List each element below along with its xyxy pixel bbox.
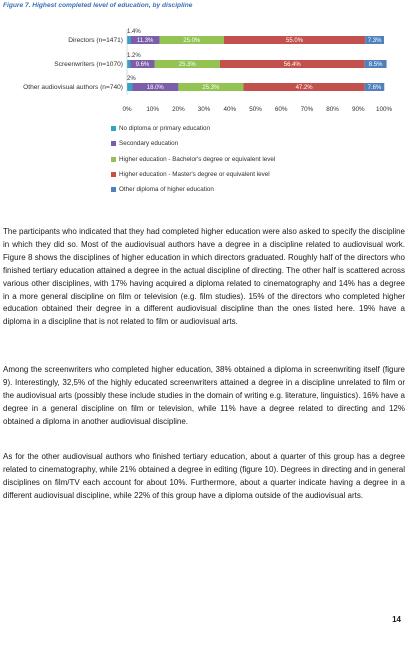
- data-label: 7.6%: [367, 85, 382, 91]
- chart-legend: [111, 121, 275, 197]
- legend-label: Higher education - Bachelor's degree or equivalent level: [119, 155, 276, 163]
- legend-label: Other diploma of higher education: [119, 186, 214, 194]
- x-tick-label: 60%: [274, 106, 288, 113]
- category-label: Directors (n=1471): [68, 37, 123, 44]
- x-tick-label: 50%: [249, 106, 262, 113]
- body-paragraph-1: The participants who indicated that they had completed higher education were also asked to specify the discipline in which they did so. Most of the audiovisual authors have a degree in a discipline related to audiovisual work. Figure 8 shows the disciplines of higher education in which directors graduated. Roughly half of the directors who finished tertiary education attained a degree in the actual discipline of directing. The other half is scattered across various other disciplines, with 17% having acquired a diploma related to cinematography and 14% has a degree in a more general discipline on film or television (e.g. film studies). 15% of the directors who completed higher education obtained their degree in a different audiovisual discipline than the ones listed here. 19% have a diploma in a discipline that is not related to film or audiovisual arts.: [3, 227, 405, 327]
- legend-swatch: [111, 141, 116, 146]
- data-label: 11.3%: [136, 38, 154, 44]
- legend-item-secondary: [111, 136, 275, 151]
- body-paragraph-3: As for the other audiovisual authors who finished tertiary education, about a quarter of this group has a degree related to cinematography, while 21% obtained a degree in editing (figure 10). Degrees in directing and in general disciplines on film/TV each account for about 10%. Furthermore, about a quarter indicate having a degree in a different audiovisual discipline, while 22% of this group have a diploma outside of the audiovisual arts.: [3, 452, 405, 500]
- x-tick-label: 70%: [300, 106, 314, 113]
- data-label: 9.6%: [135, 62, 150, 68]
- legend-item-master: [111, 167, 275, 182]
- bar-segment: [127, 36, 131, 44]
- legend-item-other-higher: [111, 182, 275, 197]
- legend-swatch: [111, 126, 116, 131]
- data-label: 18.0%: [146, 85, 164, 91]
- category-label: Screenwriters (n=1070): [54, 61, 123, 68]
- x-tick-label: 40%: [223, 106, 237, 113]
- bar-segment: [127, 83, 132, 91]
- data-label: 25.3%: [202, 85, 220, 91]
- data-label: 7.3%: [367, 38, 382, 44]
- data-label: 8.5%: [368, 62, 383, 68]
- legend-label: No diploma or primary education: [119, 125, 210, 133]
- x-tick-label: 90%: [351, 106, 365, 113]
- bar-segment: [127, 60, 130, 68]
- x-tick-label: 30%: [197, 106, 211, 113]
- x-tick-label: 20%: [172, 106, 185, 113]
- legend-swatch: [111, 187, 116, 192]
- x-tick-label: 100%: [375, 106, 393, 113]
- stacked-bar-chart: [0, 0, 408, 120]
- x-tick-label: 0%: [122, 106, 132, 113]
- data-label: 25.3%: [178, 62, 196, 68]
- figure-caption: Figure 7. Highest completed level of education, by discipline: [3, 2, 193, 9]
- category-label: Other audiovisual authors (n=740): [23, 84, 123, 91]
- body-paragraph-2: Among the screenwriters who completed higher education, 38% obtained a diploma in screenwriting itself (figure 9). Interestingly, 32,5% of the highly educated screenwriters attained a degree in a discipline unrelated to film or the audiovisual arts (possibly these include studies in the domain of writing e.g. literature, linguistics). 16% have a degree in a general discipline on film or television, while 11% have a degree related to directing and 12% obtained a diploma in another audiovisual discipline.: [3, 365, 405, 426]
- legend-label: Secondary education: [119, 140, 179, 148]
- data-label: 47.2%: [295, 85, 313, 91]
- data-label: 1.4%: [127, 29, 141, 35]
- page-number: 14: [392, 615, 401, 624]
- legend-swatch: [111, 157, 116, 162]
- data-label: 1.2%: [127, 53, 141, 59]
- legend-label: Higher education - Master's degree or equivalent level: [119, 171, 270, 179]
- legend-item-no-diploma: [111, 121, 275, 136]
- data-label: 56.4%: [283, 62, 301, 68]
- legend-swatch: [111, 172, 116, 177]
- data-label: 55.0%: [286, 38, 304, 44]
- x-tick-label: 10%: [146, 106, 160, 113]
- data-label: 25.0%: [183, 38, 201, 44]
- x-tick-label: 80%: [326, 106, 339, 113]
- legend-item-bachelor: [111, 152, 275, 167]
- data-label: 2%: [127, 76, 136, 82]
